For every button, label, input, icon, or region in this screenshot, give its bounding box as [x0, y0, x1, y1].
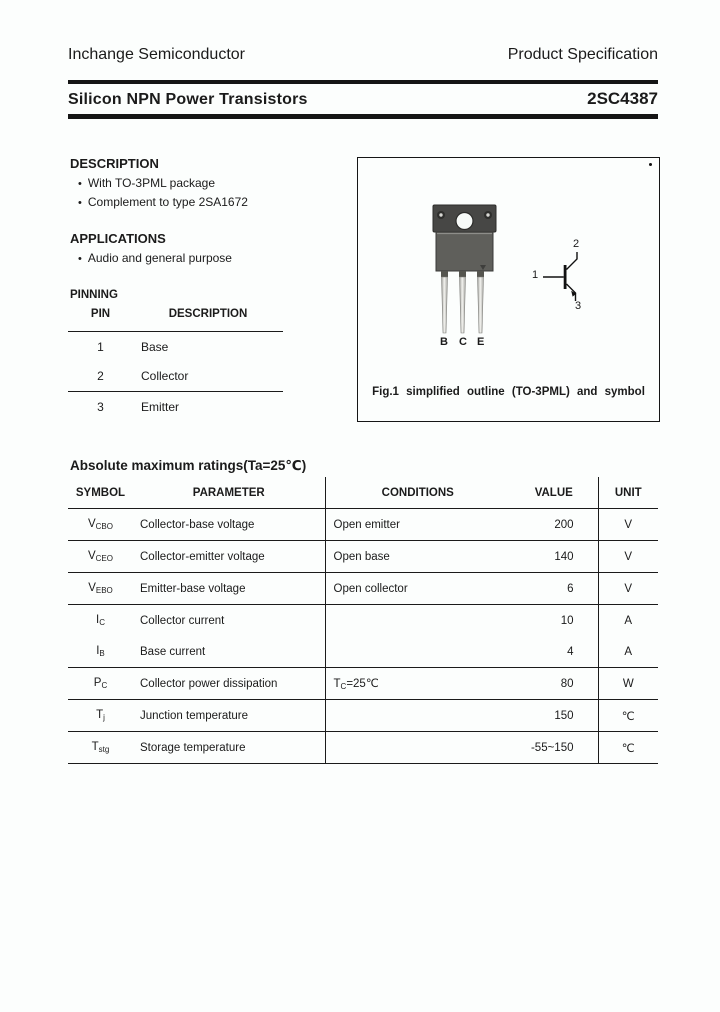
figure-box: [357, 157, 660, 422]
ratings-row-vebo: [68, 573, 658, 605]
transistor-symbol: [523, 226, 603, 321]
parameter-cell: Storage temperature: [133, 732, 325, 764]
conditions-cell: Open emitter: [333, 518, 400, 531]
ratings-row-vcbo: [68, 509, 658, 541]
description-item: • Complement to type 2SA1672: [78, 195, 248, 209]
corner-dot: [649, 163, 652, 166]
parameter-cell: Junction temperature: [133, 700, 325, 732]
pinning-table: [68, 308, 283, 422]
ratings-row-ib: [68, 636, 658, 668]
symbol-cell: $T_j$: [96, 709, 105, 722]
pin-description: Base: [141, 339, 169, 354]
conditions-cell: [325, 700, 510, 732]
symbol-pin-1-label: 1: [532, 269, 539, 281]
col-parameter: PARAMETER: [133, 477, 325, 509]
doc-title: Silicon NPN Power Transistors: [68, 91, 308, 108]
ratings-row-tj: [68, 700, 658, 732]
symbol-cell: $P_C$: [93, 677, 108, 690]
pinning-row: [68, 332, 283, 362]
pin-description: Collector: [141, 369, 189, 384]
parameter-cell: Emitter-base voltage: [133, 573, 325, 605]
value-cell: 200: [510, 509, 598, 541]
pinning-row: [68, 392, 283, 422]
page-header: [68, 46, 658, 64]
pin-number: 3: [97, 399, 104, 414]
value-cell: 4: [510, 636, 598, 668]
value-cell: 10: [510, 605, 598, 637]
symbol-cell: $V_{CBO}$: [87, 518, 113, 531]
value-cell: 140: [510, 541, 598, 573]
pinning-header-row: [68, 308, 283, 332]
symbol-pin-3-label: 3: [575, 300, 582, 312]
conditions-cell: [325, 636, 510, 668]
pinning-col-description: DESCRIPTION: [133, 308, 283, 332]
description-item: • With TO-3PML package: [78, 176, 215, 190]
description-heading: DESCRIPTION: [70, 156, 159, 171]
unit-cell: V: [624, 550, 633, 563]
symbol-cell: $V_{EBO}$: [88, 582, 113, 595]
conditions-cell: [325, 605, 510, 637]
pin-number: 2: [97, 369, 104, 384]
title-row: [68, 89, 658, 109]
value-cell: 6: [510, 573, 598, 605]
conditions-cell: [325, 732, 510, 764]
col-symbol: SYMBOL: [68, 477, 133, 509]
symbol-cell: $I_C$: [96, 614, 105, 627]
symbol-cell: $V_{CEO}$: [87, 550, 113, 563]
ratings-row-tstg: [68, 732, 658, 764]
conditions-cell: Open base: [333, 550, 390, 563]
applications-heading: APPLICATIONS: [70, 231, 166, 246]
parameter-cell: Collector-base voltage: [133, 509, 325, 541]
pinning-heading: PINNING: [70, 289, 118, 301]
to-3pml-package-drawing: [428, 195, 528, 355]
company-name: Inchange Semiconductor: [68, 46, 245, 63]
unit-cell: ℃: [621, 710, 635, 723]
ratings-row-vceo: [68, 541, 658, 573]
parameter-cell: Base current: [133, 636, 325, 668]
col-unit: UNIT: [598, 477, 658, 509]
package-outline-image: [428, 195, 528, 355]
ratings-header-row: [68, 477, 658, 509]
title-rule: [68, 114, 658, 119]
unit-cell: V: [624, 518, 633, 531]
unit-cell: ℃: [621, 742, 635, 755]
value-cell: 80: [510, 668, 598, 700]
ratings-row-pc: [68, 668, 658, 700]
col-value: VALUE: [510, 477, 598, 509]
package-pin-label-b: B: [440, 336, 448, 348]
part-number: 2SC4387: [587, 89, 658, 108]
parameter-cell: Collector power dissipation: [133, 668, 325, 700]
parameter-cell: Collector current: [133, 605, 325, 637]
ratings-heading: Absolute maximum ratings(Ta=25℃): [70, 458, 307, 473]
conditions-cell: Open collector: [333, 582, 408, 595]
spec-type: Product Specification: [507, 46, 658, 63]
unit-cell: A: [624, 645, 633, 658]
symbol-pin-2-label: 2: [573, 238, 580, 250]
col-conditions: CONDITIONS: [325, 477, 510, 509]
unit-cell: W: [622, 677, 634, 690]
package-pin-label-e: E: [477, 336, 485, 348]
pin-number: 1: [97, 339, 104, 354]
package-pin-label-c: C: [459, 336, 467, 348]
symbol-cell: $I_B$: [96, 645, 105, 658]
pinning-col-pin: PIN: [68, 308, 133, 332]
unit-cell: V: [624, 582, 633, 595]
header-rule: [68, 80, 658, 84]
pinning-row: [68, 362, 283, 392]
value-cell: -55~150: [510, 732, 598, 764]
unit-cell: A: [624, 614, 633, 627]
applications-item: • Audio and general purpose: [78, 251, 232, 265]
parameter-cell: Collector-emitter voltage: [133, 541, 325, 573]
ratings-table: [68, 477, 658, 764]
value-cell: 150: [510, 700, 598, 732]
figure-caption: Fig.1 simplified outline (TO-3PML) and symbol: [372, 386, 645, 398]
conditions-cell: $T_C=25℃$: [333, 678, 379, 691]
ratings-row-ic: [68, 605, 658, 637]
pin-description: Emitter: [141, 399, 180, 414]
symbol-cell: $T_{stg}$: [91, 741, 110, 754]
